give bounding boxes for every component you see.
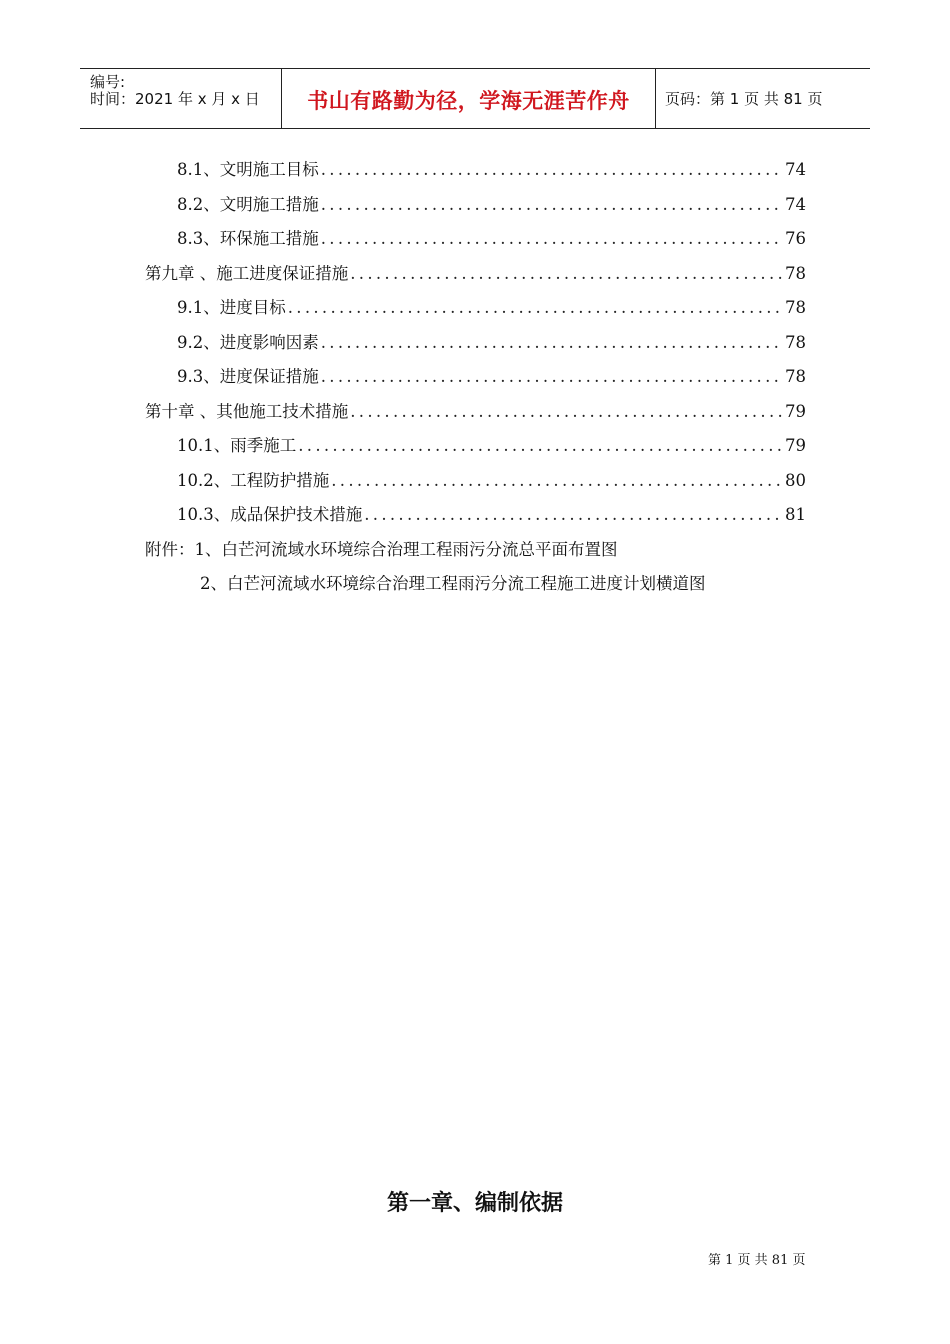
page-header: [80, 68, 870, 129]
toc-leader-dots: [331, 471, 783, 490]
toc-entry[interactable]: [177, 156, 806, 180]
toc-entry-page: 79: [785, 436, 806, 455]
toc-entry-label: 第十章 、其他施工技术措施: [145, 402, 349, 421]
toc-entry-page: 78: [785, 333, 806, 352]
toc-leader-dots: [350, 402, 783, 421]
toc-entry[interactable]: [177, 363, 806, 387]
toc-entry-page: 78: [785, 298, 806, 317]
header-meta-cell: [80, 69, 282, 128]
toc-entry-page: 74: [785, 160, 806, 179]
toc-entry-label: 10.2、工程防护措施: [177, 471, 330, 490]
toc-chapter-entry[interactable]: [145, 260, 806, 284]
toc-entry-label: 8.3、环保施工措施: [177, 229, 319, 248]
header-page-cell: [656, 69, 870, 128]
attachment-line-1: 附件：1、白芒河流域水环境综合治理工程雨污分流总平面布置图: [145, 540, 618, 559]
toc-entry[interactable]: [177, 329, 806, 353]
toc-entry[interactable]: [177, 467, 806, 491]
toc-entry-label: 9.3、进度保证措施: [177, 367, 319, 386]
toc-entry[interactable]: [177, 225, 806, 249]
toc-entry[interactable]: [177, 501, 806, 525]
toc-entry-page: 74: [785, 195, 806, 214]
toc-leader-dots: [321, 229, 783, 248]
toc-entry-page: 78: [785, 264, 806, 283]
toc-entry-page: 76: [785, 229, 806, 248]
toc-leader-dots: [298, 436, 783, 455]
toc-entry-page: 78: [785, 367, 806, 386]
header-motto-cell: [282, 69, 656, 128]
toc-entry-page: 79: [785, 402, 806, 421]
toc-entry-label: 8.1、文明施工目标: [177, 160, 319, 179]
time-label: 时间：2021 年 x 月 x 日: [90, 90, 260, 108]
toc-leader-dots: [288, 298, 783, 317]
toc-entry[interactable]: [177, 191, 806, 215]
page-footer: 第 1 页 共 81 页: [708, 1253, 806, 1268]
toc-leader-dots: [364, 505, 783, 524]
motto-text: 书山有路勤为径，学海无涯苦作舟: [307, 88, 630, 113]
toc-leader-dots: [321, 333, 783, 352]
toc-entry-label: 第九章 、施工进度保证措施: [145, 264, 349, 283]
attachment-line-2: 2、白芒河流域水环境综合治理工程雨污分流工程施工进度计划横道图: [200, 574, 706, 593]
toc-entry-label: 9.2、进度影响因素: [177, 333, 319, 352]
toc-chapter-entry[interactable]: [145, 398, 806, 422]
toc-entry-label: 10.1、雨季施工: [177, 436, 297, 455]
toc-entry-label: 8.2、文明施工措施: [177, 195, 319, 214]
toc-entry-label: 9.1、进度目标: [177, 298, 286, 317]
toc-entry-label: 10.3、成品保护技术措施: [177, 505, 363, 524]
page-label: 页码：第 1 页 共 81 页: [665, 90, 823, 108]
toc-leader-dots: [321, 160, 783, 179]
toc-leader-dots: [321, 367, 783, 386]
toc-entry[interactable]: [177, 294, 806, 318]
toc-entry-page: 80: [785, 471, 806, 490]
toc-leader-dots: [321, 195, 783, 214]
number-label: 编号:: [90, 73, 126, 91]
toc-entry[interactable]: [177, 432, 806, 456]
chapter-title: 第一章、编制依据: [386, 1191, 563, 1216]
toc-entry-page: 81: [785, 505, 806, 524]
toc-leader-dots: [350, 264, 783, 283]
